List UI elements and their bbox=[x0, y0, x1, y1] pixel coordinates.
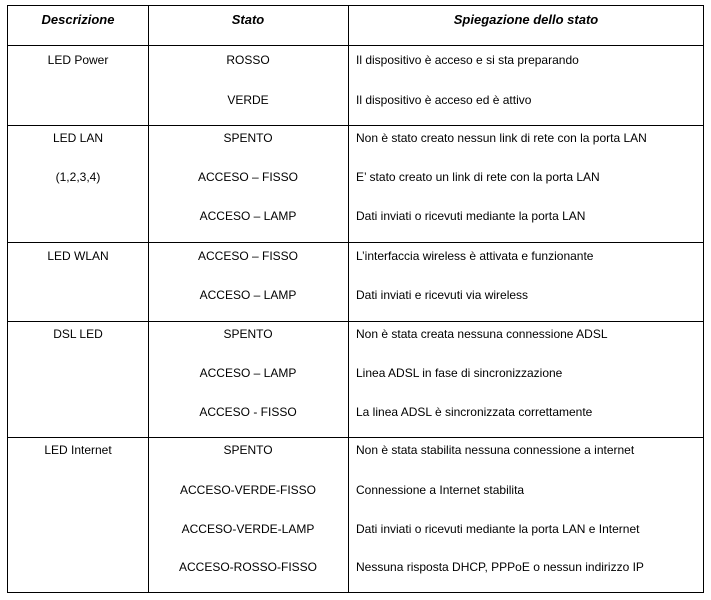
group-description: LED LAN bbox=[52, 131, 104, 145]
row-spiegazione: Dati inviati e ricevuti via wireless bbox=[356, 288, 529, 302]
row-spiegazione: Non è stato creato nessun link di rete con la porta LAN bbox=[356, 131, 647, 145]
row-spiegazione: Dati inviati o ricevuti mediante la porta LAN e Internet bbox=[356, 522, 640, 536]
row-stato: ACCESO – LAMP bbox=[199, 366, 297, 380]
row-stato: ROSSO bbox=[226, 53, 270, 67]
row-spiegazione: Il dispositivo è acceso e si sta preparando bbox=[356, 53, 579, 67]
header-spiegazione: Spiegazione dello stato bbox=[453, 12, 599, 27]
row-spiegazione: L’interfaccia wireless è attivata e funzionante bbox=[356, 249, 594, 263]
row-stato: ACCESO – LAMP bbox=[199, 288, 297, 302]
row-stato: SPENTO bbox=[223, 131, 273, 145]
row-stato: ACCESO – LAMP bbox=[199, 209, 297, 223]
row-spiegazione: Il dispositivo è acceso ed è attivo bbox=[356, 93, 532, 107]
group-description: LED Internet bbox=[44, 443, 112, 457]
row-stato: ACCESO-ROSSO-FISSO bbox=[178, 560, 318, 574]
header-divider bbox=[8, 45, 703, 46]
group-description: DSL LED bbox=[53, 327, 103, 341]
row-spiegazione: La linea ADSL è sincronizzata correttamente bbox=[356, 405, 593, 419]
row-stato: SPENTO bbox=[223, 327, 273, 341]
header-descrizione: Descrizione bbox=[41, 12, 115, 27]
row-stato: ACCESO – FISSO bbox=[197, 170, 299, 184]
group-divider bbox=[8, 321, 703, 322]
row-spiegazione: E’ stato creato un link di rete con la porta LAN bbox=[356, 170, 600, 184]
group-divider bbox=[8, 125, 703, 126]
group-description: LED WLAN bbox=[47, 249, 109, 263]
group-description: LED Power bbox=[47, 53, 109, 67]
row-spiegazione: Nessuna risposta DHCP, PPPoE o nessun indirizzo IP bbox=[356, 560, 644, 574]
row-spiegazione: Connessione a Internet stabilita bbox=[356, 483, 525, 497]
row-spiegazione: Linea ADSL in fase di sincronizzazione bbox=[356, 366, 563, 380]
header-stato: Stato bbox=[231, 12, 265, 27]
row-stato: VERDE bbox=[227, 93, 269, 107]
row-spiegazione: Non è stata creata nessuna connessione ADSL bbox=[356, 327, 608, 341]
group-divider bbox=[8, 437, 703, 438]
group-description-sub: (1,2,3,4) bbox=[55, 170, 101, 184]
group-divider bbox=[8, 242, 703, 243]
led-status-table bbox=[7, 5, 704, 593]
row-spiegazione: Dati inviati o ricevuti mediante la porta LAN bbox=[356, 209, 586, 223]
row-stato: SPENTO bbox=[223, 443, 273, 457]
column-divider bbox=[348, 6, 349, 592]
row-stato: ACCESO - FISSO bbox=[199, 405, 297, 419]
row-stato: ACCESO-VERDE-LAMP bbox=[181, 522, 315, 536]
row-spiegazione: Non è stata stabilita nessuna connessione a internet bbox=[356, 443, 635, 457]
row-stato: ACCESO-VERDE-FISSO bbox=[179, 483, 317, 497]
row-stato: ACCESO – FISSO bbox=[197, 249, 299, 263]
